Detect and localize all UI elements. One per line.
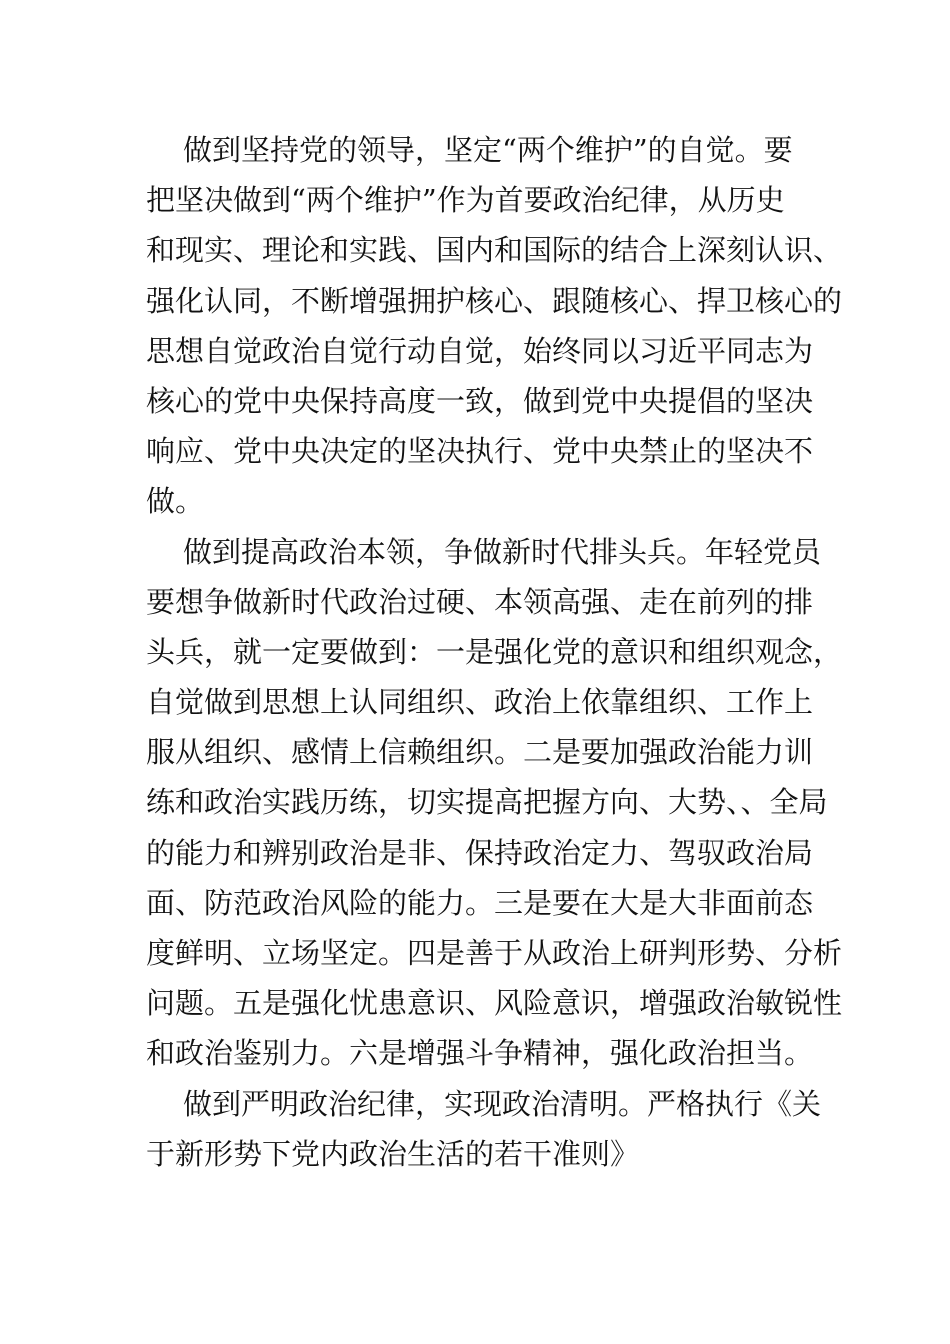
paragraph-line: 做到提高政治本领，争做新时代排头兵。年轻党员 (183, 534, 822, 569)
paragraph-line: 强化认同，不断增强拥护核心、跟随核心、捍卫核心的 (146, 283, 843, 318)
paragraph-line: 要想争做新时代政治过硬、本领高强、走在前列的排 (146, 584, 814, 619)
paragraph-line: 核心的党中央保持高度一致，做到党中央提倡的坚决 (146, 383, 814, 418)
paragraph-line: 度鲜明、立场坚定。四是善于从政治上研判形势、分析 (146, 936, 843, 970)
paragraph-improve-political-ability (146, 527, 843, 1079)
paragraph-line: 把坚决做到“两个维护”作为首要政治纪律，从历史 (146, 183, 785, 218)
paragraph-line: 和政治鉴别力。六是增强斗争精神，强化政治担当。 (146, 1036, 814, 1071)
paragraph-line: 于新形势下党内政治生活的若干准则》 (146, 1136, 640, 1171)
paragraph-line: 响应、党中央决定的坚决执行、党中央禁止的坚决不 (146, 434, 814, 469)
paragraph-line: 做到严明政治纪律，实现政治清明。严格执行《关 (183, 1086, 822, 1121)
paragraph-line: 头兵，就一定要做到：一是强化党的意识和组织观念， (146, 634, 843, 669)
paragraph-line: 面、防范政治风险的能力。三是要在大是大非面前态 (146, 885, 814, 920)
paragraph-line: 做。 (146, 484, 205, 519)
paragraph-line: 自觉做到思想上认同组织、政治上依靠组织、工作上 (146, 685, 814, 720)
paragraph-line: 练和政治实践历练，切实提高把握方向、大势、、全局 (146, 785, 828, 820)
document-body (146, 125, 843, 1179)
paragraph-strict-political-discipline (146, 1079, 822, 1179)
paragraph-line: 做到坚持党的领导，坚定“两个维护”的自觉。要 (183, 133, 793, 167)
paragraph-line: 思想自觉政治自觉行动自觉，始终同以习近平同志为 (146, 333, 814, 368)
paragraph-uphold-party-leadership (146, 125, 843, 527)
paragraph-line: 问题。五是强化忧患意识、风险意识，增强政治敏锐性 (146, 986, 843, 1021)
paragraph-line: 和现实、理论和实践、国内和国际的结合上深刻认识、 (146, 233, 843, 268)
paragraph-line: 的能力和辨别政治是非、保持政治定力、驾驭政治局 (146, 835, 814, 870)
paragraph-line: 服从组织、感情上信赖组织。二是要加强政治能力训 (146, 735, 814, 770)
